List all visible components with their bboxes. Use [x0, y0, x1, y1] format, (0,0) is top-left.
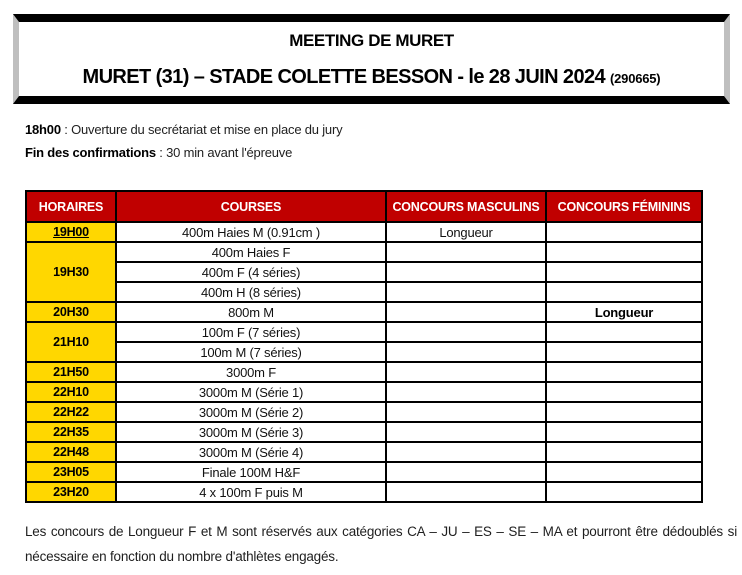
masculins-cell [386, 482, 546, 502]
schedule-row [26, 242, 702, 262]
page-subtitle-text: MURET (31) – STADE COLETTE BESSON - le 28 JUIN 2024 [82, 66, 606, 88]
schedule-row [26, 262, 702, 282]
schedule-row [26, 422, 702, 442]
schedule-row [26, 382, 702, 402]
course-cell: 800m M [116, 302, 386, 322]
feminins-cell [546, 222, 702, 242]
time-cell: 22H10 [26, 382, 116, 402]
col-header-courses: COURSES [116, 191, 386, 222]
course-cell: 400m F (4 séries) [116, 262, 386, 282]
course-cell: 3000m M (Série 2) [116, 402, 386, 422]
time-cell: 21H50 [26, 362, 116, 382]
time-cell: 19H00 [26, 222, 116, 242]
masculins-cell [386, 382, 546, 402]
feminins-cell [546, 442, 702, 462]
course-cell: 400m H (8 séries) [116, 282, 386, 302]
masculins-cell: Longueur [386, 222, 546, 242]
masculins-cell [386, 322, 546, 342]
time-cell: 22H48 [26, 442, 116, 462]
schedule-row [26, 482, 702, 502]
time-cell: 21H10 [26, 322, 116, 362]
masculins-cell [386, 282, 546, 302]
schedule-row [26, 282, 702, 302]
info-line-opening-label: 18h00 [25, 122, 61, 137]
masculins-cell [386, 242, 546, 262]
col-header-concours-feminins: CONCOURS FÉMININS [546, 191, 702, 222]
course-cell: 400m Haies M (0.91cm ) [116, 222, 386, 242]
masculins-cell [386, 362, 546, 382]
feminins-cell [546, 482, 702, 502]
course-cell: Finale 100M H&F [116, 462, 386, 482]
header-box [13, 14, 730, 104]
feminins-cell [546, 382, 702, 402]
course-cell: 3000m M (Série 4) [116, 442, 386, 462]
feminins-cell [546, 322, 702, 342]
footer-note: Les concours de Longueur F et M sont réservés aux catégories CA – JU – ES – SE – MA et pourront être dédoublés si nécessaire en fonction du nombre d'athlètes engagés. [25, 524, 737, 564]
info-block [25, 118, 342, 164]
masculins-cell [386, 342, 546, 362]
schedule-header-row [26, 191, 702, 222]
masculins-cell [386, 302, 546, 322]
course-cell: 100m F (7 séries) [116, 322, 386, 342]
info-line-confirmations [25, 141, 342, 164]
info-line-confirmations-text: : 30 min avant l'épreuve [155, 145, 293, 160]
time-cell: 22H22 [26, 402, 116, 422]
col-header-concours-masculins: CONCOURS MASCULINS [386, 191, 546, 222]
schedule-row [26, 302, 702, 322]
course-cell: 4 x 100m F puis M [116, 482, 386, 502]
feminins-cell [546, 402, 702, 422]
meeting-ref-number: (290665) [610, 71, 661, 86]
info-line-confirmations-label: Fin des confirmations [25, 145, 156, 160]
feminins-cell [546, 262, 702, 282]
feminins-cell [546, 342, 702, 362]
schedule-row [26, 442, 702, 462]
masculins-cell [386, 442, 546, 462]
feminins-cell [546, 282, 702, 302]
time-cell: 20H30 [26, 302, 116, 322]
schedule-row [26, 322, 702, 342]
time-cell: 23H05 [26, 462, 116, 482]
schedule-row [26, 222, 702, 242]
time-cell: 22H35 [26, 422, 116, 442]
masculins-cell [386, 262, 546, 282]
course-cell: 100m M (7 séries) [116, 342, 386, 362]
course-cell: 3000m F [116, 362, 386, 382]
feminins-cell: Longueur [546, 302, 702, 322]
schedule-table [25, 190, 703, 503]
schedule-row [26, 402, 702, 422]
masculins-cell [386, 462, 546, 482]
time-cell: 23H20 [26, 482, 116, 502]
schedule-row [26, 462, 702, 482]
masculins-cell [386, 422, 546, 442]
time-cell: 19H30 [26, 242, 116, 302]
page-title: MEETING DE MURET [289, 31, 454, 50]
col-header-horaires: HORAIRES [26, 191, 116, 222]
course-cell: 3000m M (Série 3) [116, 422, 386, 442]
feminins-cell [546, 242, 702, 262]
info-line-opening [25, 118, 342, 141]
course-cell: 400m Haies F [116, 242, 386, 262]
feminins-cell [546, 462, 702, 482]
feminins-cell [546, 362, 702, 382]
course-cell: 3000m M (Série 1) [116, 382, 386, 402]
info-line-opening-text: : Ouverture du secrétariat et mise en place du jury [60, 122, 343, 137]
feminins-cell [546, 422, 702, 442]
schedule-row [26, 362, 702, 382]
schedule-row [26, 342, 702, 362]
masculins-cell [386, 402, 546, 422]
page-subtitle [19, 66, 724, 89]
